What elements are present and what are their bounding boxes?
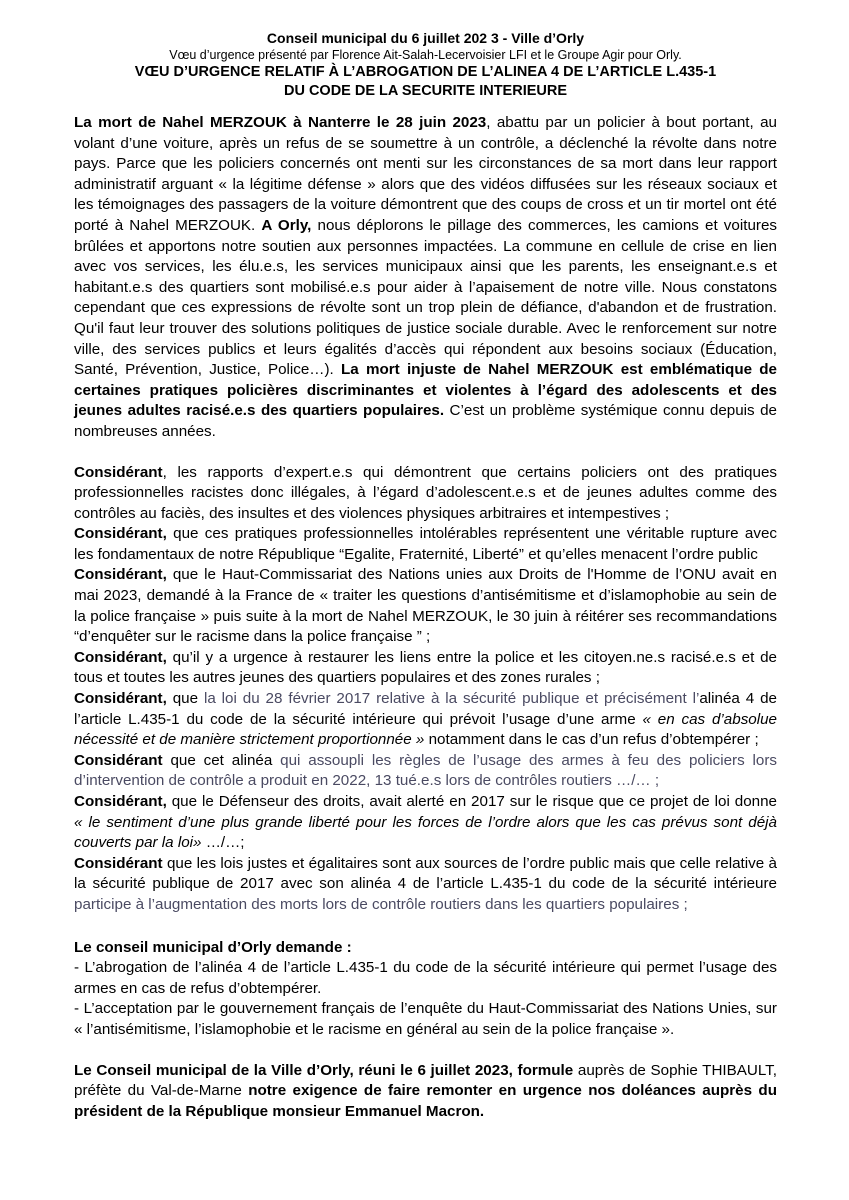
demande-item-1: - L’abrogation de l’alinéa 4 de l’article L.435-1 du code de la sécurité intérieure qui permet l’usage des armes en cas de refus d’obtempérer. [74,959,777,997]
considerant-6 [74,751,777,792]
conclusion-bold-2: notre exigence de faire remonter en urgence nos doléances auprès du président de la République monsieur Emmanuel Macron. [74,1082,777,1120]
considerant-2 [74,524,777,565]
considerant-text-highlight: participe à l’augmentation des morts lors de contrôle routiers dans les quartiers populaires ; [74,895,688,913]
considerant-label: Considérant [74,463,163,481]
considerant-label: Considérant [74,751,163,769]
considerant-label: Considérant, [74,525,167,543]
demande-item-2: - L’acceptation par le gouvernement français de l’enquête du Haut-Commissariat des Nations Unies, sur « l’antisémitisme, l’islamophobie et le racisme en général au sein de la police française ». [74,1000,777,1038]
considerant-text: que les lois justes et égalitaires sont aux sources de l’ordre public mais que celle relative à la sécurité publique de 2017 avec son alinéa 4 de l’article L.435-1 du code de la sécurité intérieure [74,854,777,893]
intro-bold-1: La mort de Nahel MERZOUK à Nanterre le 28 juin 2023 [74,114,487,131]
considerant-quote: « le sentiment d’une plus grande liberté pour les forces de l’ordre alors que les cas prévus sont déjà couverts par la loi» [74,813,777,852]
considerant-text: alinéa 4 de l’article L.435-1 du code de la sécurité intérieure qui prévoit l’usage d’une arme [74,690,778,728]
considerant-7 [74,792,777,854]
considerant-text: qu’il y a urgence à restaurer les liens entre la police et les citoyen.ne.s racisé.e.s et de tous et toutes les autres jeunes des quartiers populaires et des zones rurales ; [74,648,777,687]
considerant-text: que le Défenseur des droits, avait alerté en 2017 sur le risque que ce projet de loi donne [166,793,777,810]
considerant-label: Considérant, [74,566,167,584]
proposal-subtitle: Vœu d’urgence présenté par Florence Ait-Salah-Lecervoisier LFI et le Groupe Agir pour Orly. [169,48,682,62]
considerant-text: que [166,690,204,708]
conclusion-paragraph [74,1061,777,1123]
considerant-label: Considérant, [74,793,167,810]
conclusion-text: auprès de Sophie THIBAULT, préfète du Val-de-Marne [74,1061,777,1100]
intro-text-3: C’est un problème systémique connu depuis de nombreuses années. [74,402,777,440]
considerant-quote: « en cas d’absolue nécessité et de manière strictement proportionnée » [74,710,778,749]
conclusion-bold-1: Le Conseil municipal de la Ville d’Orly, réuni le 6 juillet 2023, formule [74,1061,574,1079]
considerant-text: …/…; [201,834,245,852]
considerant-text: notamment dans le cas d’un refus d’obtempérer ; [424,731,759,749]
considerant-8 [74,854,777,916]
intro-paragraph [74,113,777,443]
considerant-label: Considérant [74,854,163,872]
meeting-title: Conseil municipal du 6 juillet 202 3 - Ville d’Orly [266,30,585,46]
considerant-4 [74,648,777,689]
intro-bold-2: A Orly, [261,216,312,234]
considerant-text: que cet alinéa [162,751,281,769]
considerant-5 [74,689,777,751]
heading-line-1: VŒU D’URGENCE RELATIF À L’ABROGATION DE L’ALINEA 4 DE L’ARTICLE L.435-1 [134,64,717,80]
considerant-label: Considérant, [74,648,167,666]
considerant-label: Considérant, [74,690,167,708]
considerant-1 [74,463,777,525]
considerant-text: , les rapports d’expert.e.s qui démontrent que certains policiers ont des pratiques professionnelles racistes donc illégales, à l’égard d’adolescent.e.s et de jeunes adultes comme des contrôles au faciès, des insultes et des violences physiques arbitraires et intempestives ; [74,463,777,522]
intro-text-1: , abattu par un policier à bout portant, au volant d’une voiture, après un refus de se soumettre à un contrôle, a déclenché la révolte dans notre pays. Parce que les policiers concernés ont menti sur les circonstances de sa mort dans leur rapport administratif arguant « la légitime défense » alors que des vidéos diffusées sur les réseaux sociaux et les témoignages des passagers de la voiture démontrent que des coups de cross et un tir mortel ont été porté à Nahel MERZOUK. [74,114,777,234]
intro-bold-3: La mort injuste de Nahel MERZOUK est emblématique de certaines pratiques policières discriminantes et violentes à l’égard des adolescents et des jeunes adultes racisé.e.s des quartiers populaires. [74,361,777,420]
considerant-text-highlight: qui assoupli les règles de l’usage des armes à feu des policiers lors d’intervention de contrôle a produit en 2022, 13 tué.e.s lors de contrôles routiers …/… ; [74,751,777,790]
considerant-text: que ces pratiques professionnelles intolérables représentent une véritable rupture avec les fondamentaux de notre République “Egalite, Fraternité, Liberté” et qu’elles menacent l’ordre public [74,525,777,563]
considerant-3 [74,565,777,647]
heading-line-2: DU CODE DE LA SECURITE INTERIEURE [283,83,568,99]
intro-text-2: nous déplorons le pillage des commerces, les camions et voitures brûlées et apportons notre soutien aux personnes impactées. La commune en cellule de crise en lien avec vos services, les élu.e.s, les services municipaux ainsi que les parents, les enseignant.e.s et habitant.e.s des quartiers sont mobilisé.e.s pour aider à l’apaisement de notre ville. Nous constatons cependant que ces expressions de révolte sont un trop plein de défiance, d'abandon et de frustration. Qu'il faut leur trouver des solutions politiques de justice sociale durable. Avec le renforcement sur notre ville, des services publics et leurs égalités d’accès qui répondent aux besoins sociaux (Éducation, Santé, Prévention, Justice, Police…). [74,216,777,379]
considerant-text-highlight: la loi du 28 février 2017 relative à la sécurité publique et précisément l’ [203,690,700,708]
demande-title: Le conseil municipal d’Orly demande : [74,938,352,956]
considerant-text: que le Haut-Commissariat des Nations unies aux Droits de l'Homme de l’ONU avait en mai 2023, demandé à la France de « traiter les questions d’antisémitisme et d’islamophobie au sein de la police française » puis suite à la mort de Nahel MERZOUK, le 30 juin à réitérer ses recommandations “d’enquêter sur le racisme dans la police française ” ; [74,566,777,646]
